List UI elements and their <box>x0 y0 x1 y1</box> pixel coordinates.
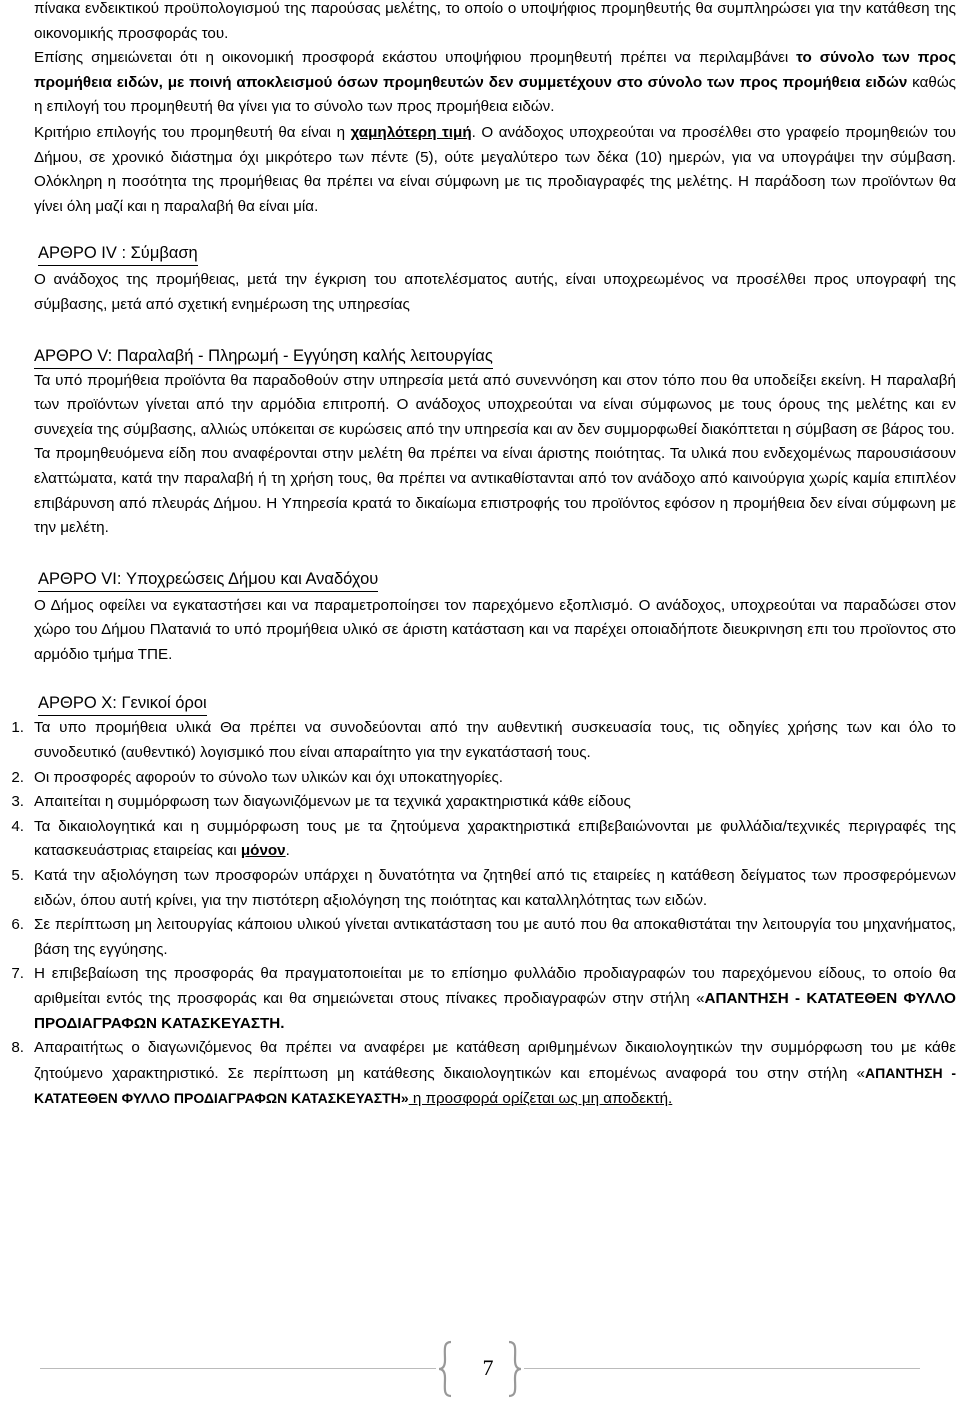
list-item <box>11 790 956 815</box>
list-item-8-bold: ΑΠΑΝΤΗΣΗ - ΚΑΤΑΤΕΘΕΝ ΦΥΛΛΟ ΠΡΟΔΙΑΓΡΑΦΩΝ ΚΑΤΑΣΚΕΥΑΣΤΗ» <box>34 1064 956 1107</box>
right-brace-stroke <box>509 1342 521 1396</box>
list-item-number: 1. <box>11 719 24 737</box>
list-item-text: Οι προσφορές αφορούν το σύνολο των υλικών και όχι υποκατηγορίες. <box>34 768 503 786</box>
list-item <box>11 913 956 962</box>
article-4-heading: ΑΡΘΡΟ IV : Σύμβαση <box>38 241 198 266</box>
list-item-7-text: Η επιβεβαίωση της προσφοράς θα πραγματοποιείται με το επίσημο φυλλάδιο προδιαγραφών του παρεχόμενου είδους, το οποίο θα αριθμείται εντός της προσφοράς και θα σημειώνεται στους πίνακες προδιαγραφών στην στήλη « <box>34 965 956 1007</box>
footer-rule-left <box>40 1368 436 1369</box>
list-item-number: 5. <box>11 867 24 885</box>
list-item <box>11 766 956 791</box>
list-item-text: Κατά την αξιολόγηση των προσφορών υπάρχει η δυνατότητα να ζητηθεί από τις εταιρείες η κατάθεση δείγματος των προσφερόμενων ειδών, όπου αυτή κρίνει, για την πιστότερη αξιολόγηση της ποιότητας και καταλληλότητας των ειδών. <box>34 867 956 909</box>
list-item-4-emphasis: μόνον <box>240 842 286 860</box>
article-5-paragraph-2: Τα προμηθευόμενα είδη που αναφέρονται στην μελέτη θα πρέπει να είναι άριστης ποιότητας. Τα υλικά που ενδεχομένως παρουσιάσουν ελαττώματα, κατά την παραλαβή ή τη χρήση τους, θα πρέπει να αντικαθίστανται από τον ανάδοχο από καινούργια χωρίς καμία επιπλέον επιβάρυνση από πλευράς Δήμου. Η Υπηρεσία κρατά το δικαίωμα επιστροφής του προϊόντος εφόσον η προμήθεια δεν είναι σύμφωνη με την μελέτη. <box>34 445 956 537</box>
left-brace-icon <box>438 1340 452 1398</box>
list-item-number: 3. <box>11 793 24 811</box>
intro-p2-text-end: καθώς η επιλογή του προμηθευτή θα γίνει για το σύνολο των προς προμήθεια ειδών. <box>34 73 956 116</box>
intro-p2-bold: το σύνολο των προς προμήθεια ειδών, με ποινή αποκλεισμού όσων προμηθευτών δεν συμμετέχουν στο σύνολο των προς προμήθεια ειδών <box>34 49 956 91</box>
list-item <box>11 962 956 1036</box>
list-item-number: 7. <box>11 965 24 983</box>
intro-p3-text: Κριτήριο επιλογής του προμηθευτή θα είναι η <box>34 123 351 141</box>
list-item-text: Σε περίπτωση μη λειτουργίας κάποιου υλικού γίνεται αντικατάσταση του με αυτό που θα αποκαθιστάται την λειτουργία του μηχανήματος, βάση της εγγύησης. <box>34 916 956 958</box>
article-4-text: Ο ανάδοχος της προμήθειας, μετά την έγκριση του αποτελέσματος αυτής, είναι υποχρεωμένος να προσέλθει προς υπογραφή της σύμβασης, μετά από σχετική ενημέρωση της υπηρεσίας <box>34 271 956 313</box>
list-item-4-period: . <box>285 842 290 860</box>
list-item-text: Απαιτείται η συμμόρφωση των διαγωνιζόμενων με τα τεχνικά χαρακτηριστικά κάθε είδους <box>34 793 631 811</box>
list-item-number: 6. <box>11 916 24 934</box>
page-footer <box>0 1340 960 1400</box>
article-6-text: Ο Δήμος οφείλει να εγκαταστήσει και να παραμετροποίησει τον παρεχόμενο εξοπλισμό. Ο ανάδοχος, υποχρεούται να παραδώσει στον χώρο του Δήμου Πλατανιά το υπό προμήθεια υλικό σε άριστη κατάσταση και να παρέχει οποιαδήποτε διευκρινηση επι του προϊοντος στο αρμόδιο τμήμα ΤΠΕ. <box>34 596 956 663</box>
article-6-heading: ΑΡΘΡΟ VI: Υποχρεώσεις Δήμου και Αναδόχου <box>38 567 378 592</box>
list-item-8-text: Απαραιτήτως ο διαγωνιζόμενος θα πρέπει να αναφέρει με κατάθεση αριθμημένων δικαιολογητικών την συμμόρφωση του με κάθε ζητούμενο χαρακτηριστικό. Σε περίπτωση μη κατάθεσης δικαιολογητικών και επομένως αναφορά του στην στήλη « <box>34 1039 956 1082</box>
intro-p2-text: Επίσης σημειώνεται ότι η οικονομική προσφορά εκάστου υποψήφιου προμηθευτή πρέπει να περιλαμβάνει <box>34 49 797 67</box>
article-10-heading-wrap <box>34 691 956 716</box>
intro-p3-text-end: . Ο ανάδοχος υποχρεούται να προσέλθει στο γραφείο προμηθειών του Δήμου, σε χρονικό διάστημα όχι μικρότερο των πέντε (5), ούτε μεγαλύτερο των δέκα (10) ημερών, για να υπογράψει την σύμβαση. Ολόκληρη η ποσότητα της προμήθειας θα πρέπει να είναι σύμφωνη με τις προδιαγραφές της μελέτης. Η παράδοση των προϊόντων θα γίνει όλη μαζί και η παραλαβή θα είναι μία. <box>34 123 956 215</box>
list-item <box>11 815 956 864</box>
left-brace-stroke <box>439 1342 451 1396</box>
intro-paragraph-2 <box>34 46 956 120</box>
list-item-number: 4. <box>11 817 24 835</box>
article-10-heading: ΑΡΘΡΟ X: Γενικοί όροι <box>38 691 207 716</box>
article-5-paragraph-1: Τα υπό προμήθεια προϊόντα θα παραδοθούν στην υπηρεσία μετά από συνεννόηση και στον τόπο που θα υποδείξει εκείνη. Η παραλαβή των προϊόντων γίνεται από την αρμόδια επιτροπή. Ο ανάδοχος υποχρεούται να είναι σύμφωνος με τους όρους της μελέτης και εν συνεχεία της σύμβασης, αλλιώς υπόκειται σε κυρώσεις από την υπηρεσία και αν δεν συμμορφωθεί διακόπτεται η σύμβαση σε βάρος του. <box>34 371 956 438</box>
article-4-heading-wrap <box>34 241 956 266</box>
list-item-number: 8. <box>11 1039 24 1057</box>
right-brace-icon <box>508 1340 522 1398</box>
page-number: 7 <box>482 1355 494 1380</box>
footer-rule-right <box>524 1368 920 1369</box>
article-6-heading-wrap <box>34 567 956 592</box>
list-item <box>11 716 956 765</box>
list-item-8-underlined: η προσφορά ορίζεται ως μη αποδεκτή. <box>408 1090 673 1108</box>
list-item-number: 2. <box>11 768 24 786</box>
list-item-7-bold: ΑΠΑΝΤΗΣΗ - ΚΑΤΑΤΕΘΕΝ ΦΥΛΛΟ ΠΡΟΔΙΑΓΡΑΦΩΝ ΚΑΤΑΣΚΕΥΑΣΤΗ. <box>34 990 956 1032</box>
list-item-text <box>34 815 956 864</box>
list-item-text: Τα υπο προμήθεια υλικά Θα πρέπει να συνοδεύονται από την αυθεντική συσκευασία τους, τις οδηγίες χρήσης των και όλο το συνοδευτικό (αυθεντικό) λογισμικό που είναι απαραίτητο για την εγκατάστασή τους. <box>34 719 956 762</box>
intro-paragraph-3 <box>34 121 956 219</box>
list-item-text <box>34 1036 956 1112</box>
list-item-text <box>34 962 956 1036</box>
page-content <box>11 0 956 1112</box>
article-5-heading: ΑΡΘΡΟ V: Παραλαβή - Πληρωμή - Εγγύηση καλής λειτουργίας <box>34 344 493 369</box>
intro-p3-bold: χαμηλότερη τιμή <box>350 123 472 141</box>
list-item-4-text: Τα δικαιολογητικά και η συμμόρφωση τους με τα ζητούμενα χαρακτηριστικά επιβεβαιώνονται με φυλλάδια/τεχνικές περιγραφές της κατασκευάστριας εταιρείας και <box>34 817 956 860</box>
list-item <box>11 1036 956 1112</box>
list-item <box>11 864 956 913</box>
general-terms-list <box>11 716 956 1112</box>
article-5-heading-wrap <box>34 344 956 369</box>
intro-paragraph-1: πίνακα ενδεικτικού προϋπολογισμού της παρούσας μελέτης, το οποίο ο υποψήφιος προμηθευτής θα συμπληρώσει για την κατάθεση της οικονομικής προσφοράς του. <box>34 0 956 42</box>
